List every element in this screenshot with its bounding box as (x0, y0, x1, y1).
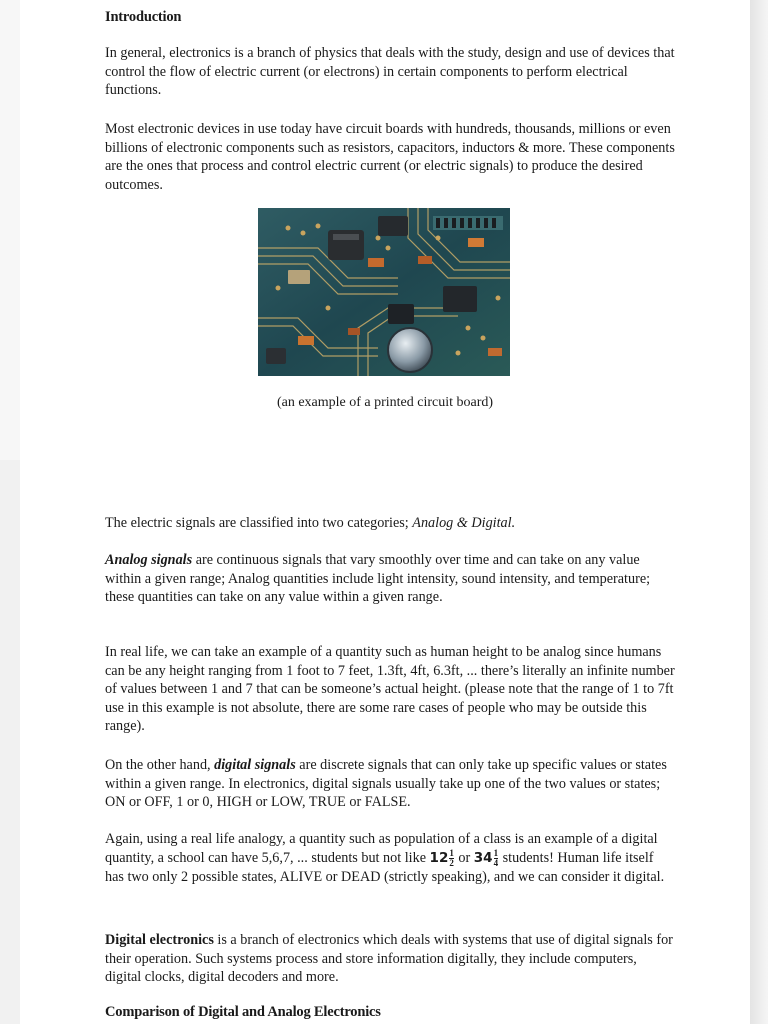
digital-signals-term: digital signals (214, 757, 296, 773)
digital-electronics-term: Digital electronics (105, 932, 214, 948)
paragraph-human-height-example: In real life, we can take an example of a quantity such as human height to be analog since humans can be any height ranging from 1 foot to 7 feet, 1.3ft, 4ft, 6.3ft, ... there’s literally an infinite number of values between 1 and 7 that can be someone’s actual height. (please note that the range of 1 to 7ft use in this example is not absolute, there are some rare cases of people who may be outside this range). (105, 644, 675, 734)
signal-categories-text: The electric signals are classified into two categories; (105, 515, 413, 531)
fraction-2-whole: 34 (473, 849, 493, 866)
paragraph-digital-signals (105, 756, 675, 812)
fraction-1-whole: 12 (429, 849, 449, 866)
fraction-1 (449, 849, 454, 868)
fraction-2 (494, 849, 499, 868)
digital-signals-intro: On the other hand, (105, 757, 215, 773)
circuit-board-illustration (258, 208, 510, 376)
document-page (20, 0, 750, 1024)
analog-signals-term: Analog signals (105, 552, 193, 568)
population-text-start: Again, using a real life analogy, a quantity such as population of a class is an example of a digital quantity, a school can have 5,6,7, ... students but not like (105, 831, 658, 866)
previous-page-edge (0, 0, 21, 460)
figure-caption: (an example of a printed circuit board) (276, 395, 494, 410)
paragraph-digital-electronics (105, 931, 675, 987)
paragraph-electronics-definition: In general, electronics is a branch of physics that deals with the study, design and use of devices that control the flow of electric current (or electrons) in certain components to perform electrical functions. (105, 45, 675, 98)
paragraph-signal-categories (105, 514, 675, 533)
digital-signals-text: are discrete signals that can only take up specific values or states within a given range. In electronics, digital signals usually take up one of the two values or states; ON or OFF, 1 or 0, HIGH or LOW, TRUE or FALSE. (105, 757, 667, 810)
digital-electronics-text: is a branch of electronics which deals with systems that use of digital signals for their operation. Such systems process and store information digitally, they include computers, digital clocks, digital decoders and more. (105, 932, 673, 985)
fraction-2-numerator: 1 (493, 847, 499, 858)
paragraph-population-example (105, 830, 675, 886)
population-text-or: or (454, 849, 474, 866)
page-shadow (750, 0, 768, 1024)
fraction-1-numerator: 1 (449, 847, 454, 858)
paragraph-circuit-boards: Most electronic devices in use today have circuit boards with hundreds, thousands, millions or even billions of electronic components such as resistors, capacitors, inductors & more. These components are the ones that process and control electric current (or electric signals) to produce the desired outcomes. (105, 121, 675, 193)
heading-comparison: Comparison of Digital and Analog Electronics (105, 1004, 381, 1020)
paragraph-analog-signals (105, 551, 675, 607)
fraction-1-denominator: 2 (449, 857, 454, 868)
fraction-2-denominator: 4 (493, 857, 499, 868)
analog-signals-text: are continuous signals that vary smoothly over time and can take on any value within a given range; Analog quantities include light intensity, sound intensity, and temperature; these quantities can take on any value within a given range. (105, 552, 651, 605)
heading-introduction: Introduction (105, 9, 182, 25)
population-text-end: students! Human life itself has two only 2 possible states, ALIVE or DEAD (strictly speaking), and we can consider it digital. (105, 849, 665, 885)
signal-categories-italic: Analog & Digital. (412, 515, 516, 531)
circuit-board-image (258, 208, 510, 376)
